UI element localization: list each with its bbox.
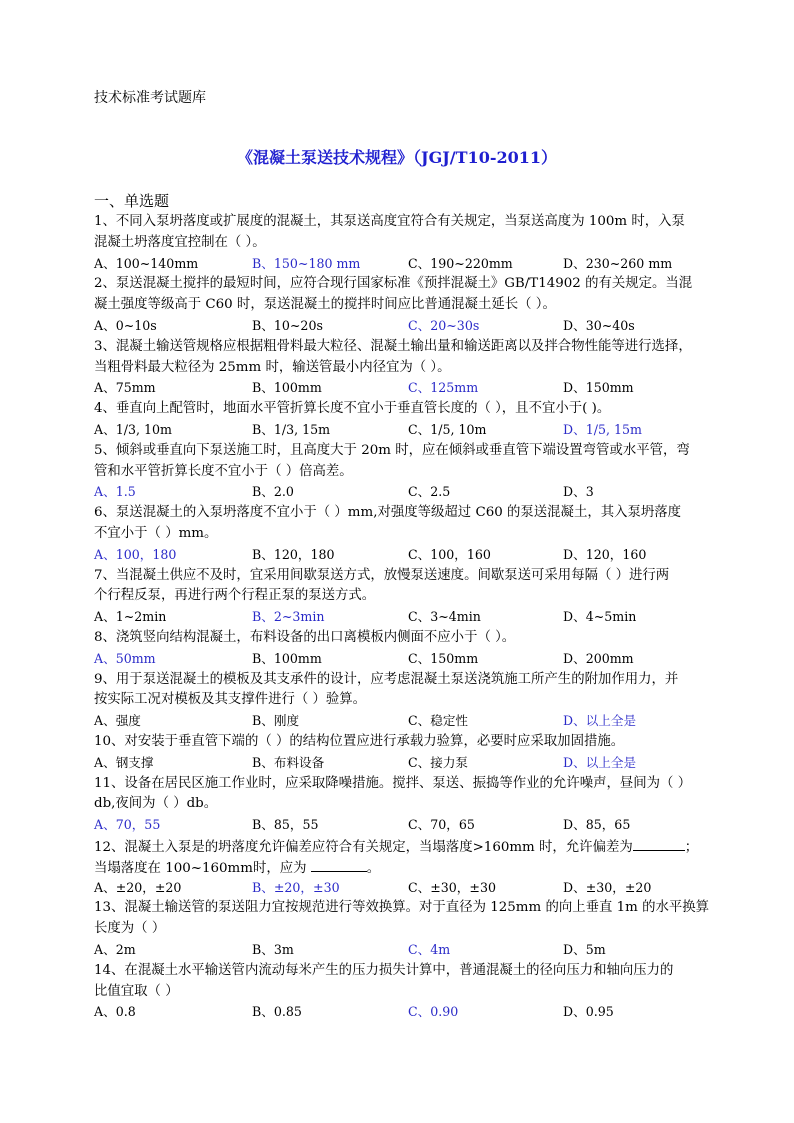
option-d: D、0.95 [563,1004,614,1020]
question-text: 10、对安装于垂直管下端的（ ）的结构位置应进行承载力验算，必要时应采取加固措施。 [94,734,625,749]
question-text-line [94,462,353,482]
document-title: 《混凝土泵送技术规程》（JGJ/T10-2011） [237,148,557,167]
option-d: D、150mm [563,380,634,396]
option-d: D、以上全是 [563,754,637,770]
question-text-line [94,690,366,710]
section-title: 一、单选题 [94,192,170,210]
question-text: 11、设备在居民区施工作业时，应采取降噪措施。搅拌、泵送、振捣等作业的允许噪声，昼间为（ ） [94,775,692,791]
question-text-line [94,836,698,858]
question-text-line [94,358,451,378]
option-a: A、0~10s [94,318,157,333]
question-text: 长度为（ ） [94,921,166,937]
option-a: A、75mm [94,380,156,396]
question-text: 12、混凝土入泵是的坍落度允许偏差应符合有关规定，当塌落度>160mm 时，允许偏差为 [94,840,633,855]
option-b: B、2.0 [252,484,294,500]
option-d: D、4~5min [563,609,637,625]
option-b: B、3m [252,942,294,957]
question-text: 14、在混凝土水平输送管内流动每米产生的压力损失计算中，普通混凝土的径向压力和轴向压力的 [94,962,674,978]
question-text-line [94,982,179,1002]
option-a: A、1~2min [94,609,167,625]
option-c: C、20~30s [408,318,480,333]
question-text: 9、用于泵送混凝土的模板及其支承件的设计，应考虑混凝土泵送浇筑施工所产生的附加作用力，并 [94,671,679,687]
question-text: 5、倾斜或垂直向下泵送施工时，且高度大于 20m 时，应在倾斜或垂直管下端设置弯管或水平管，弯 [94,442,690,458]
question-text: 7、当混凝土供应不及时，宜采用间歇泵送方式，放慢泵送速度。间歇泵送可采用每隔（ ）进行两 [94,567,670,583]
question-text-line [94,732,624,752]
option-a: A、±20，±20 [94,879,182,895]
question-text-line [94,857,380,879]
option-d: D、3 [563,484,594,500]
option-b: B、0.85 [252,1004,302,1020]
question-text: 4、垂直向上配管时，地面水平管折算长度不宜小于垂直管长度的（ ），且不宜小于( )。 [94,401,611,417]
question-text: 1、不同入泵坍落度或扩展度的混凝土，其泵送高度宜符合有关规定，当泵送高度为 100m 时，入泵 [94,214,685,229]
option-b: B、100mm [252,380,322,396]
question-text-line [94,628,515,648]
question-text: 8、浇筑竖向结构混凝土，布料设备的出口离模板内侧面不应小于（ ）。 [94,630,516,645]
question-text-line [94,524,217,544]
question-text: 当塌落度在 100~160mm时，应为 [94,860,311,876]
option-c: C、100，160 [408,546,491,562]
option-a: A、强度 [94,713,141,729]
option-b: B、100mm [252,650,322,666]
question-text: 混凝土坍落度宜控制在（ ）。 [94,234,266,250]
option-a: A、2m [94,942,136,957]
question-text-line [94,919,165,939]
option-b: B、1/3, 15m [252,422,331,437]
option-c: C、稳定性 [408,713,469,729]
question-text-line [94,274,692,294]
question-text-tail: 。 [366,860,381,876]
option-b: B、2~3min [252,609,325,625]
option-a: A、钢支撑 [94,754,154,770]
question-text-line [94,898,709,918]
option-b: B、刚度 [252,713,300,729]
option-c: C、1/5, 10m [408,422,487,437]
question-text-tail: ； [684,840,699,855]
question-text: 当粗骨料最大粒径为 25mm 时，输送管最小内径宜为（ ）。 [94,359,451,375]
question-text-line [94,503,681,523]
option-d: D、120，160 [563,546,647,562]
question-text: 2、泵送混凝土搅拌的最短时间，应符合现行国家标准《预拌混凝土》GB/T14902 的有关规定。当混 [94,276,693,292]
question-text: 不宜小于（ ）mm。 [94,526,218,541]
option-c: C、125mm [408,380,479,396]
question-text-line [94,794,217,814]
option-d: D、30~40s [563,318,635,333]
question-text-line [94,295,556,315]
question-text: 凝土强度等级高于 C60 时，泵送混凝土的搅拌时间应比普通混凝土延长（ ）。 [94,297,556,313]
option-a: A、1/3, 10m [94,422,172,437]
option-c: C、3~4min [408,609,481,625]
option-c: C、150mm [408,650,479,666]
question-text-line [94,774,691,794]
question-text: 6、泵送混凝土的入泵坍落度不宜小于（ ）mm,对强度等级超过 C60 的泵送混凝土，其入泵坍落度 [94,505,682,521]
option-c: C、190~220mm [408,255,513,271]
option-a: A、100~140mm [94,255,199,271]
option-a: A、100，180 [94,546,177,562]
question-text: 3、混凝土输送管规格应根据粗骨料最大粒径、混凝土输出量和输送距离以及拌合物性能等进行选择， [94,338,692,354]
option-d: D、5m [563,942,606,957]
answer-blank [633,836,685,851]
question-text-line [94,566,669,586]
option-d: D、230~260 mm [563,255,673,271]
question-text-line [94,961,673,981]
page-header: 技术标准考试题库 [94,90,206,106]
option-a: A、50mm [94,650,156,666]
option-d: D、±30，±20 [563,879,652,895]
question-text: 13、混凝土输送管的泵送阻力宜按规范进行等效换算。对于直径为 125mm 的向上垂直 1m 的水平换算 [94,900,710,916]
option-b: B、120，180 [252,546,335,562]
option-b: B、85，55 [252,817,319,833]
option-a: A、70，55 [94,817,161,833]
option-d: D、以上全是 [563,713,637,729]
option-b: B、±20，±30 [252,879,340,895]
option-b: B、10~20s [252,318,323,333]
option-b: B、150~180 mm [252,255,361,271]
option-c: C、70，65 [408,817,475,833]
answer-blank [311,857,367,872]
option-c: C、4m [408,942,451,957]
option-c: C、2.5 [408,484,451,500]
option-a: A、1.5 [94,484,136,500]
question-text: 管和水平管折算长度不宜小于（ ）倍高差。 [94,463,353,479]
question-text-line [94,399,610,419]
question-text-line [94,337,692,357]
option-d: D、85，65 [563,817,631,833]
question-text-line [94,441,690,461]
question-text-line [94,670,678,690]
option-c: C、±30，±30 [408,879,496,895]
option-a: A、0.8 [94,1004,136,1020]
question-text: db,夜间为（ ）db。 [94,796,218,812]
option-c: C、0.90 [408,1004,459,1020]
option-c: C、接力泵 [408,754,469,770]
option-d: D、200mm [563,650,634,666]
question-text-line [94,212,685,232]
option-b: B、布料设备 [252,754,325,770]
question-text-line [94,586,375,606]
option-d: D、1/5, 15m [563,422,642,437]
question-text: 按实际工况对模板及其支撑件进行（ ）验算。 [94,692,367,708]
question-text: 个行程反泵，再进行两个行程正泵的泵送方式。 [94,588,376,604]
question-text-line [94,233,266,253]
question-text: 比值宜取（ ） [94,983,179,999]
